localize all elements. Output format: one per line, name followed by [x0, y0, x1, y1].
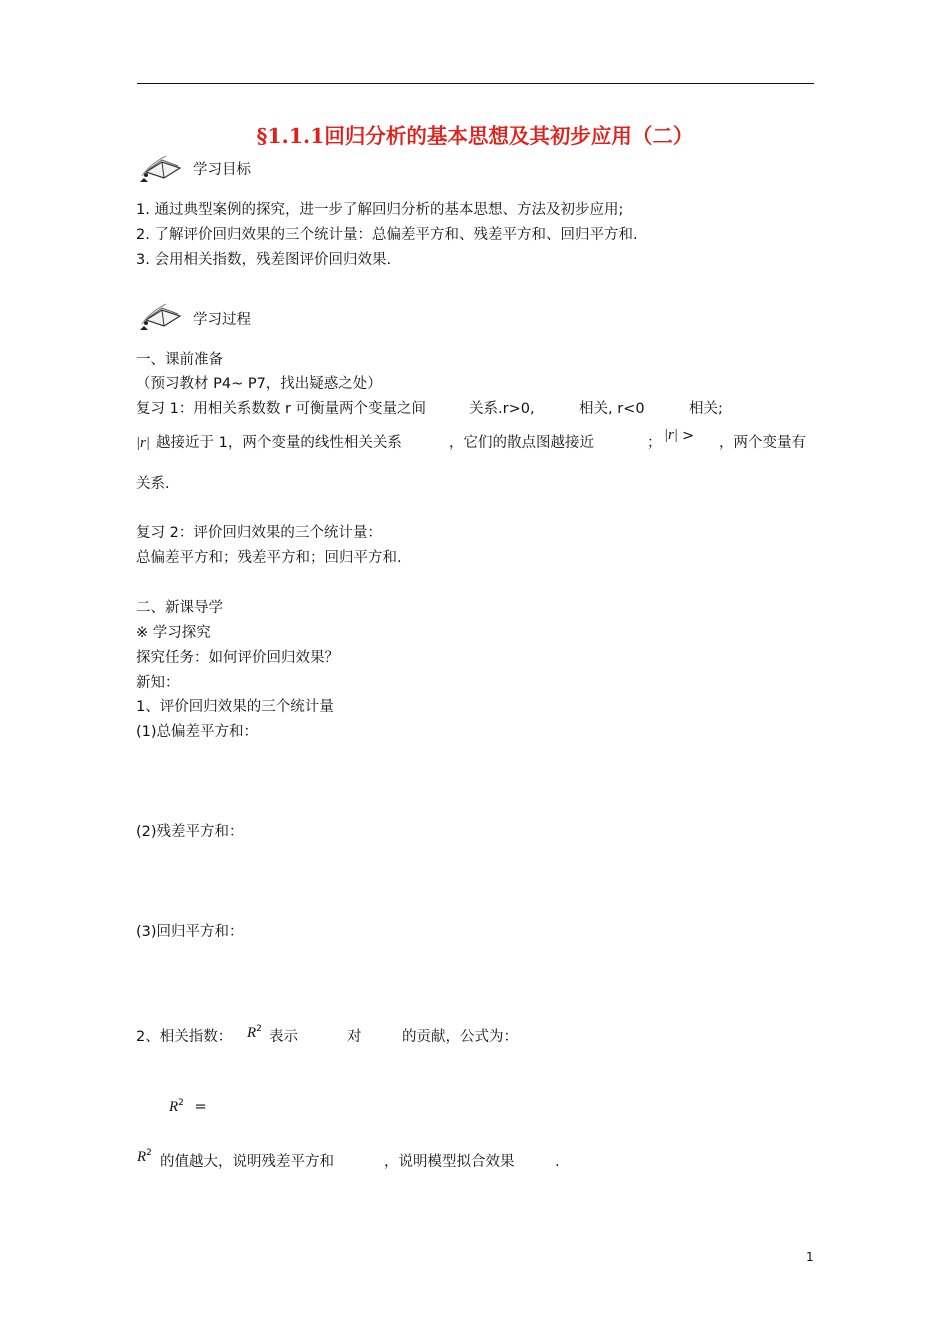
item2-text-d: 的贡献，公式为：: [402, 1029, 518, 1045]
new-heading: 二、新课导学: [136, 600, 223, 616]
sub2-residual: (2)残差平方和：: [136, 824, 244, 840]
process-heading: 学习过程: [193, 312, 251, 328]
goals-heading: 学习目标: [193, 162, 251, 178]
goal-item-1: 1. 通过典型案例的探究，进一步了解回归分析的基本思想、方法及初步应用;: [136, 202, 624, 218]
review1-text-g: ；: [647, 435, 662, 451]
page-title: §1.1.1回归分析的基本思想及其初步应用（二）: [256, 124, 694, 148]
item2-heading: 2、相关指数：: [136, 1029, 233, 1045]
review1-text-c: 相关, r<0: [579, 401, 645, 417]
review2-heading: 复习 2：评价回归效果的三个统计量：: [136, 525, 382, 541]
sub3-regression: (3)回归平方和：: [136, 924, 244, 940]
review1-text-d: 相关;: [689, 401, 723, 417]
goal-item-3: 3. 会用相关指数，残差图评价回归效果.: [136, 252, 392, 268]
explore-task: 探究任务：如何评价回归效果？: [136, 650, 339, 666]
abs-r-symbol: |r|: [136, 435, 150, 451]
review1-text-h: ，两个变量有: [719, 435, 806, 451]
review1-text-b: 关系.r>0,: [469, 401, 535, 417]
last-text-a: 的值越大，说明残差平方和: [160, 1154, 334, 1170]
formula-r-squared: $R^2$ =: [169, 1098, 207, 1115]
prep-heading: 一、课前准备: [136, 352, 223, 368]
item1-heading: 1、评价回归效果的三个统计量: [136, 699, 334, 715]
review1-text-a: 复习 1：用相关系数数 r 可衡量两个变量之间: [136, 401, 427, 417]
r-squared-symbol: $R^2$: [247, 1024, 262, 1041]
item2-text-c: 对: [347, 1029, 362, 1045]
last-text-c: .: [555, 1154, 560, 1170]
review2-text: 总偏差平方和；残差平方和；回归平方和.: [136, 550, 402, 566]
header-rule: [137, 83, 814, 84]
review1-text-i: 关系.: [136, 476, 170, 492]
goal-item-2: 2. 了解评价回归效果的三个统计量：总偏差平方和、残差平方和、回归平方和.: [136, 227, 638, 243]
abs-r-symbol-2: |r|: [664, 427, 678, 443]
sub1-total-deviation: (1)总偏差平方和：: [136, 724, 259, 740]
review1-text-f: ，它们的散点图越接近: [449, 435, 594, 451]
prep-note: （预习教材 P4~ P7，找出疑惑之处）: [136, 376, 382, 392]
r-squared-symbol-2: $R^2$: [137, 1148, 152, 1165]
greater-than-sign: >: [682, 428, 695, 444]
review1-text-e: 越接近于 1，两个变量的线性相关关系: [156, 435, 402, 451]
item2-text-b: 表示: [269, 1029, 298, 1045]
book-icon: [136, 298, 188, 332]
book-icon: [136, 150, 188, 184]
last-text-b: ，说明模型拟合效果: [384, 1154, 515, 1170]
new-knowledge-label: 新知：: [136, 675, 180, 691]
explore-heading: ※ 学习探究: [136, 625, 211, 641]
page-number: 1: [806, 1250, 814, 1264]
